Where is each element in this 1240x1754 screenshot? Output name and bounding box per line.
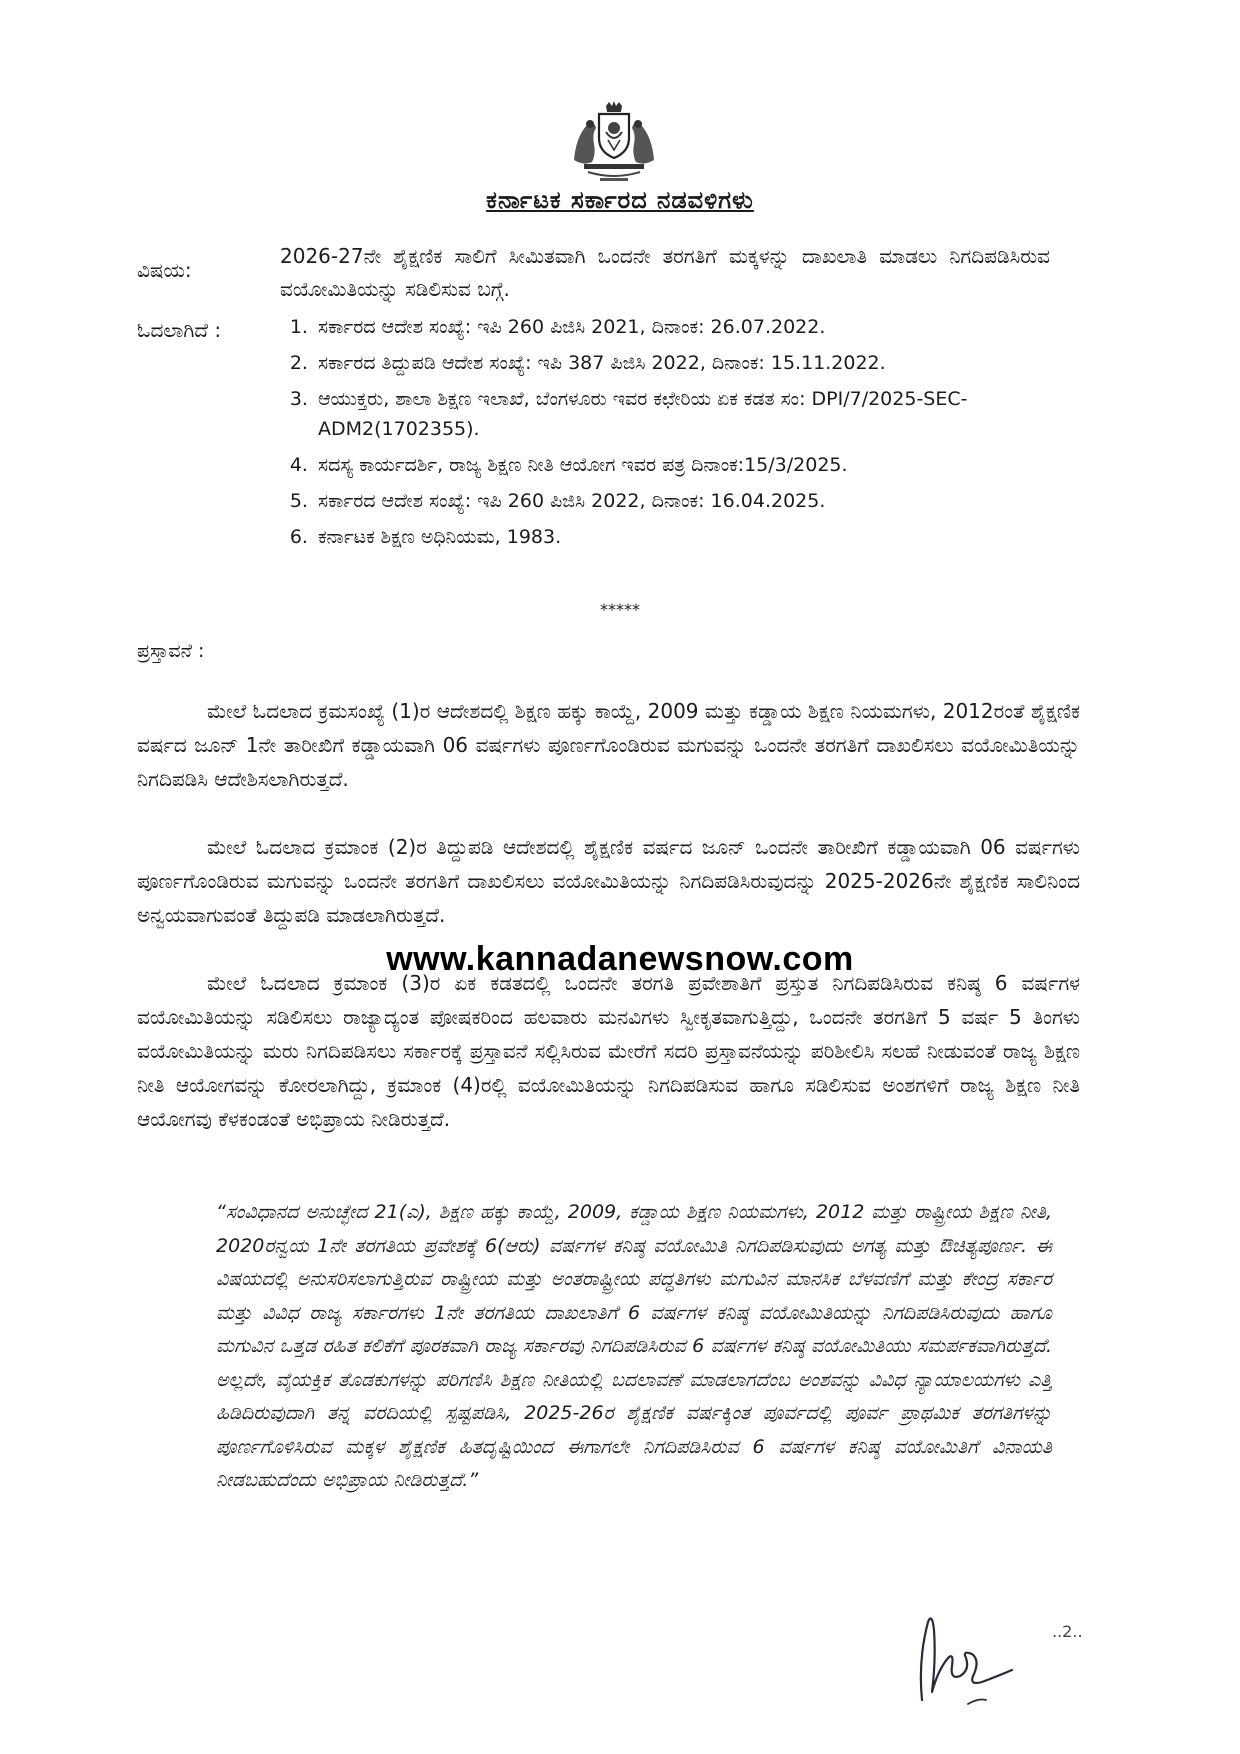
- references-list: [280, 312, 1034, 558]
- next-page-marker: ..2..: [1052, 1622, 1083, 1641]
- preamble-title: ಪ್ರಸ್ತಾವನೆ :: [137, 640, 205, 662]
- website-watermark: www.kannadanewsnow.com: [386, 940, 854, 978]
- signature-icon: [908, 1600, 1068, 1712]
- reference-item: 4. ಸದಸ್ಯ ಕಾರ್ಯದರ್ಶಿ, ರಾಜ್ಯ ಶಿಕ್ಷಣ ನೀತಿ ಆಯೋಗ ಇವರ ಪತ್ರ ದಿನಾಂಕ:15/3/2025.: [314, 450, 1034, 480]
- preamble-paragraph: ಮೇಲೆ ಓದಲಾದ ಕ್ರಮಾಂಕ (2)ರ ತಿದ್ದುಪಡಿ ಆದೇಶದಲ್ಲಿ ಶೈಕ್ಷಣಿಕ ವರ್ಷದ ಜೂನ್ ಒಂದನೇ ತಾರೀಖಿಗೆ ಕಡ್ಡಾಯವಾಗಿ 06 ವರ್ಷಗಳು ಪೂರ್ಣಗೊಂಡಿರುವ ಮಗುವನ್ನು ಒಂದನೇ ತರಗತಿಗೆ ದಾಖಲಿಸಲು ವಯೋಮಿತಿಯನ್ನು ನಿಗದಿಪಡಿಸಿರುವುದನ್ನು 2025-2026ನೇ ಶೈಕ್ಷಣಿಕ ಸಾಲಿನಿಂದ ಅನ್ವಯವಾಗುವಂತೆ ತಿದ್ದುಪಡಿ ಮಾಡಲಾಗಿರುತ್ತದೆ.: [137, 835, 1080, 927]
- subject-text: 2026-27ನೇ ಶೈಕ್ಷಣಿಕ ಸಾಲಿಗೆ ಸೀಮಿತವಾಗಿ ಒಂದನೇ ತರಗತಿಗೆ ಮಕ್ಕಳನ್ನು ದಾಖಲಾತಿ ಮಾಡಲು ನಿಗದಿಪಡಿಸಿರುವ ವಯೋಮಿತಿಯನ್ನು ಸಡಿಲಿಸುವ ಬಗ್ಗೆ.: [280, 244, 1050, 301]
- references-label: ಓದಲಾಗಿದೆ :: [137, 318, 222, 342]
- reference-item: 2. ಸರ್ಕಾರದ ತಿದ್ದುಪಡಿ ಆದೇಶ ಸಂಖ್ಯೆ: ಇಪಿ 387 ಪಿಜಿಸಿ 2022, ದಿನಾಂಕ: 15.11.2022.: [314, 348, 1034, 378]
- karnataka-emblem-icon: [566, 100, 662, 186]
- preamble-paragraph: ಮೇಲೆ ಓದಲಾದ ಕ್ರಮಾಂಕ (3)ರ ಏಕ ಕಡತದಲ್ಲಿ ಒಂದನೇ ತರಗತಿ ಪ್ರವೇಶಾತಿಗೆ ಪ್ರಸ್ತುತ ನಿಗದಿಪಡಿಸಿರುವ ಕನಿಷ್ಠ 6 ವರ್ಷಗಳ ವಯೋಮಿತಿಯನ್ನು ಸಡಿಲಿಸಲು ರಾಜ್ಯಾದ್ಯಂತ ಪೋಷಕರಿಂದ ಹಲವಾರು ಮನವಿಗಳು ಸ್ವೀಕೃತವಾಗುತ್ತಿದ್ದು, ಒಂದನೇ ತರಗತಿಗೆ 5 ವರ್ಷ 5 ತಿಂಗಳು ವಯೋಮಿತಿಯನ್ನು ಮರು ನಿಗದಿಪಡಿಸಲು ಸರ್ಕಾರಕ್ಕೆ ಪ್ರಸ್ತಾವನೆ ಸಲ್ಲಿಸಿರುವ ಮೇರೆಗೆ ಸದರಿ ಪ್ರಸ್ತಾವನೆಯನ್ನು ಪರಿಶೀಲಿಸಿ ಸಲಹೆ ನೀಡುವಂತೆ ರಾಜ್ಯ ಶಿಕ್ಷಣ ನೀತಿ ಆಯೋಗವನ್ನು ಕೋರಲಾಗಿದ್ದು, ಕ್ರಮಾಂಕ (4)ರಲ್ಲಿ ವಯೋಮಿತಿಯನ್ನು ನಿಗದಿಪಡಿಸುವ ಹಾಗೂ ಸಡಿಲಿಸುವ ಅಂಶಗಳಿಗೆ ರಾಜ್ಯ ಶಿಕ್ಷಣ ನೀತಿ ಆಯೋಗವು ಕೆಳಕಂಡಂತೆ ಅಭಿಪ್ರಾಯ ನೀಡಿರುತ್ತದೆ.: [137, 971, 1080, 1131]
- reference-item: 1. ಸರ್ಕಾರದ ಆದೇಶ ಸಂಖ್ಯೆ: ಇಪಿ 260 ಪಿಜಿಸಿ 2021, ದಿನಾಂಕ: 26.07.2022.: [314, 312, 1034, 342]
- commission-opinion-quote: “ಸಂವಿಧಾನದ ಅನುಚ್ಛೇದ 21(ಎ), ಶಿಕ್ಷಣ ಹಕ್ಕು ಕಾಯ್ದೆ, 2009, ಕಡ್ಡಾಯ ಶಿಕ್ಷಣ ನಿಯಮಗಳು, 2012 ಮತ್ತು ರಾಷ್ಟ್ರೀಯ ಶಿಕ್ಷಣ ನೀತಿ, 2020ರನ್ವಯ 1ನೇ ತರಗತಿಯ ಪ್ರವೇಶಕ್ಕೆ 6(ಆರು) ವರ್ಷಗಳ ಕನಿಷ್ಠ ವಯೋಮಿತಿ ನಿಗದಿಪಡಿಸುವುದು ಅಗತ್ಯ ಮತ್ತು ಔಚಿತ್ಯಪೂರ್ಣ. ಈ ವಿಷಯದಲ್ಲಿ ಅನುಸರಿಸಲಾಗುತ್ತಿರುವ ರಾಷ್ಟ್ರೀಯ ಮತ್ತು ಅಂತರಾಷ್ಟ್ರೀಯ ಪದ್ಧತಿಗಳು ಮಗುವಿನ ಮಾನಸಿಕ ಬೆಳವಣಿಗೆ ಮತ್ತು ಕೇಂದ್ರ ಸರ್ಕಾರ ಮತ್ತು ವಿವಿಧ ರಾಜ್ಯ ಸರ್ಕಾರಗಳು 1ನೇ ತರಗತಿಯ ದಾಖಲಾತಿಗೆ 6 ವರ್ಷಗಳ ಕನಿಷ್ಠ ವಯೋಮಿತಿಯನ್ನು ನಿಗದಿಪಡಿಸಿರುವುದು ಹಾಗೂ ಮಗುವಿನ ಒತ್ತಡ ರಹಿತ ಕಲಿಕೆಗೆ ಪೂರಕವಾಗಿ ರಾಜ್ಯ ಸರ್ಕಾರವು ನಿಗದಿಪಡಿಸಿರುವ 6 ವರ್ಷಗಳ ಕನಿಷ್ಠ ವಯೋಮಿತಿಯು ಸಮರ್ಪಕವಾಗಿರುತ್ತದೆ. ಅಲ್ಲದೇ, ವೈಯಕ್ತಿಕ ತೊಡಕುಗಳನ್ನು ಪರಿಗಣಿಸಿ ಶಿಕ್ಷಣ ನೀತಿಯಲ್ಲಿ ಬದಲಾವಣೆ ಮಾಡಲಾಗದೆಂಬ ಅಂಶವನ್ನು ವಿವಿಧ ನ್ಯಾಯಾಲಯಗಳು ಎತ್ತಿ ಹಿಡಿದಿರುವುದಾಗಿ ತನ್ನ ವರದಿಯಲ್ಲಿ ಸ್ಪಷ್ಟಪಡಿಸಿ, 2025-26ರ ಶೈಕ್ಷಣಿಕ ವರ್ಷಕ್ಕಿಂತ ಪೂರ್ವದಲ್ಲಿ ಪೂರ್ವ ಪ್ರಾಥಮಿಕ ತರಗತಿಗಳನ್ನು ಪೂರ್ಣಗೊಳಿಸಿರುವ ಮಕ್ಕಳ ಶೈಕ್ಷಣಿಕ ಹಿತದೃಷ್ಟಿಯಿಂದ ಈಗಾಗಲೇ ನಿಗದಿಪಡಿಸಿರುವ 6 ವರ್ಷಗಳ ಕನಿಷ್ಠ ವಯೋಮಿತಿಗೆ ವಿನಾಯತಿ ನೀಡಬಹುದೆಂದು ಅಭಿಪ್ರಾಯ ನೀಡಿರುತ್ತದೆ.”: [216, 1201, 1052, 1491]
- document-heading: ಕರ್ನಾಟಕ ಸರ್ಕಾರದ ನಡವಳಿಗಳು: [486, 186, 754, 214]
- subject-label: ವಿಷಯ:: [137, 258, 192, 282]
- reference-item: 5. ಸರ್ಕಾರದ ಆದೇಶ ಸಂಖ್ಯೆ: ಇಪಿ 260 ಪಿಜಿಸಿ 2022, ದಿನಾಂಕ: 16.04.2025.: [314, 486, 1034, 516]
- preamble-paragraph: ಮೇಲೆ ಓದಲಾದ ಕ್ರಮಸಂಖ್ಯೆ (1)ರ ಆದೇಶದಲ್ಲಿ ಶಿಕ್ಷಣ ಹಕ್ಕು ಕಾಯ್ದೆ, 2009 ಮತ್ತು ಕಡ್ಡಾಯ ಶಿಕ್ಷಣ ನಿಯಮಗಳು, 2012ರಂತೆ ಶೈಕ್ಷಣಿಕ ವರ್ಷದ ಜೂನ್ 1ನೇ ತಾರೀಖಿಗೆ ಕಡ್ಡಾಯವಾಗಿ 06 ವರ್ಷಗಳು ಪೂರ್ಣಗೊಂಡಿರುವ ಮಗುವನ್ನು ಒಂದನೇ ತರಗತಿಗೆ ದಾಖಲಿಸಲು ವಯೋಮಿತಿಯನ್ನು ನಿಗದಿಪಡಿಸಿ ಆದೇಶಿಸಲಾಗಿರುತ್ತದೆ.: [137, 699, 1080, 791]
- section-separator: *****: [600, 600, 640, 619]
- reference-item: 3. ಆಯುಕ್ತರು, ಶಾಲಾ ಶಿಕ್ಷಣ ಇಲಾಖೆ, ಬೆಂಗಳೂರು ಇವರ ಕಛೇರಿಯ ಏಕ ಕಡತ ಸಂ: DPI/7/2025-SEC-ADM2(1702355).: [314, 384, 1034, 444]
- reference-item: 6. ಕರ್ನಾಟಕ ಶಿಕ್ಷಣ ಅಧಿನಿಯಮ, 1983.: [314, 522, 1034, 552]
